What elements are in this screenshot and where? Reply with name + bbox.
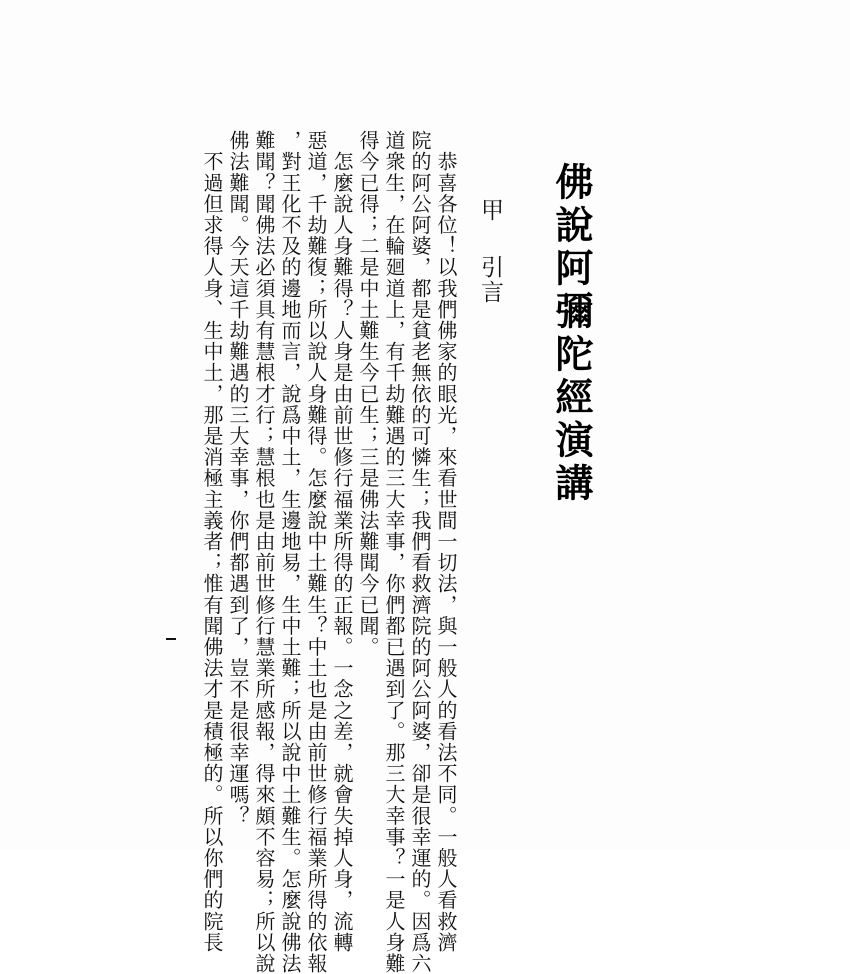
text-column: 道衆生，在輪廻道上，有千劫難遇的三大幸事，你們都已遇到了。那三大幸事？一是人身難 bbox=[382, 130, 406, 974]
text-column: 難聞？聞佛法必須具有慧根才行；慧根也是由前世修行慧業所感報，得來頗不容易；所以說 bbox=[252, 130, 276, 974]
text-column: 惡道，千劫難復；所以說人身難得。怎麼說中土難生？中土也是由前世修行福業所得的依報 bbox=[304, 130, 328, 974]
text-column: 得今已得；二是中土難生今已生；三是佛法難聞今已聞。 bbox=[356, 130, 380, 658]
text-column: 怎麼說人身難得？人身是由前世修行福業所得的正報。一念之差，就會失掉人身，流轉 bbox=[330, 130, 354, 953]
section-label: 甲 bbox=[477, 198, 503, 223]
page-number bbox=[166, 638, 176, 640]
text-column: 恭喜各位！以我們佛家的眼光，來看世間一切法，與一般人的看法不同。一般人看救濟 bbox=[434, 130, 458, 953]
text-column: 佛法難聞。今天這千劫難遇的三大幸事，你們都遇到了，豈不是很幸運嗎？ bbox=[226, 130, 250, 827]
section-title: 引言 bbox=[477, 255, 503, 305]
section-heading bbox=[478, 198, 501, 305]
text-column: ，對王化不及的邊地而言，說爲中土，生邊地易，生中土難；所以說中土難生。怎麼說佛法 bbox=[278, 130, 302, 974]
page-number-text bbox=[166, 638, 167, 639]
text-column: 院的阿公阿婆，都是貧老無依的可憐生；我們看救濟院的阿公阿婆，卻是很幸運的。因爲六 bbox=[408, 130, 432, 974]
book-title: 佛說阿彌陀經演講 bbox=[549, 162, 593, 506]
text-column: 不過但求得人身、生中土，那是消極主義者；惟有聞佛法才是積極的。所以你們的院長 bbox=[200, 130, 224, 953]
